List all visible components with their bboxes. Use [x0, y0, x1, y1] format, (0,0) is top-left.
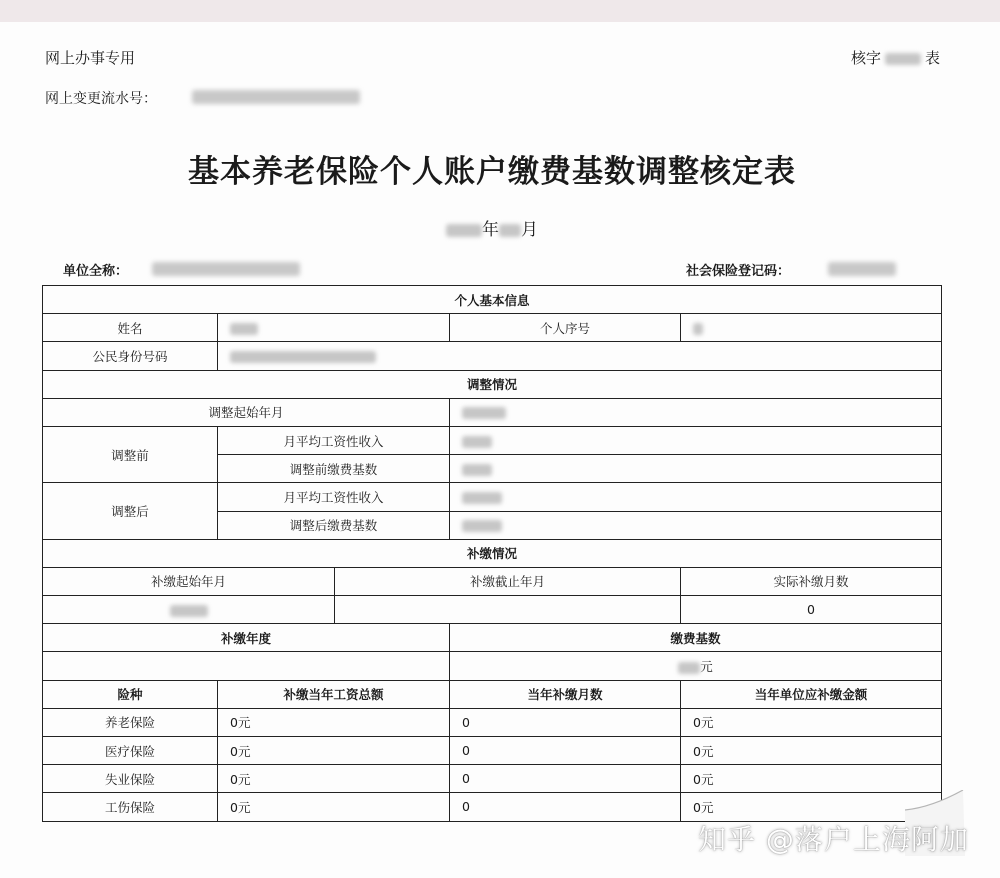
- approval-code-redacted: [885, 53, 921, 65]
- name-value: [218, 314, 450, 342]
- back-months-value: 0: [681, 596, 942, 624]
- back-months-label: 实际补缴月数: [681, 567, 942, 595]
- before-base-label: 调整前缴费基数: [218, 455, 450, 483]
- page-title: 基本养老保险个人账户缴费基数调整核定表: [188, 154, 796, 190]
- after-base-value: [450, 511, 942, 539]
- months: 0: [450, 737, 681, 765]
- table-row: [43, 314, 942, 342]
- id-label: 公民身份号码: [43, 342, 218, 370]
- adjustment-form-table: [42, 285, 942, 822]
- table-row: [43, 652, 942, 680]
- online-use-label: 网上办事专用: [45, 49, 136, 67]
- serial-number-label: 网上变更流水号：: [45, 91, 157, 107]
- insurance-type: 养老保险: [43, 708, 218, 736]
- amount: 0元: [681, 765, 942, 793]
- after-base-label: 调整后缴费基数: [218, 511, 450, 539]
- section-row: [43, 539, 942, 567]
- after-base-redacted: [462, 520, 502, 532]
- before-income-label: 月平均工资性收入: [218, 426, 450, 454]
- months: 0: [450, 708, 681, 736]
- section-row: [43, 286, 942, 314]
- section-row: [43, 370, 942, 398]
- after-income-redacted: [462, 492, 502, 504]
- seq-redacted: [693, 323, 703, 335]
- table-row: [43, 398, 942, 426]
- back-base-redacted: [678, 662, 700, 674]
- back-start-value: [43, 596, 335, 624]
- month-suffix: 月: [521, 220, 538, 240]
- insurance-type: 工伤保险: [43, 793, 218, 821]
- wage-total: 0元: [218, 765, 450, 793]
- table-row: [43, 596, 942, 624]
- date-line: [446, 215, 538, 240]
- table-row: [43, 567, 942, 595]
- col-header-amount: 当年单位应补缴金额: [681, 680, 942, 708]
- back-base-unit: 元: [700, 659, 713, 675]
- table-row: [43, 765, 942, 793]
- col-header-wage-total: 补缴当年工资总额: [218, 680, 450, 708]
- approval-suffix: 表: [924, 49, 940, 67]
- approval-code: [851, 47, 940, 68]
- table-row: [43, 426, 942, 454]
- before-label: 调整前: [43, 426, 218, 482]
- table-row: [43, 342, 942, 370]
- insurance-type: 医疗保险: [43, 737, 218, 765]
- document-sheet: [0, 22, 1000, 878]
- after-income-label: 月平均工资性收入: [218, 483, 450, 511]
- year-suffix: 年: [482, 220, 499, 240]
- wage-total: 0元: [218, 737, 450, 765]
- unit-name-label: 单位全称：: [63, 264, 129, 279]
- section-adjustment: 调整情况: [43, 370, 942, 398]
- adjust-start-value: [450, 398, 942, 426]
- back-year-value: [43, 652, 450, 680]
- before-base-redacted: [462, 464, 492, 476]
- adjust-start-label: 调整起始年月: [43, 398, 450, 426]
- registration-code-redacted: [828, 262, 896, 276]
- insurance-type: 失业保险: [43, 765, 218, 793]
- name-redacted: [230, 323, 258, 335]
- back-base-label: 缴费基数: [450, 624, 942, 652]
- after-income-value: [450, 483, 942, 511]
- amount: 0元: [681, 793, 942, 821]
- col-header-months: 当年补缴月数: [450, 680, 681, 708]
- year-redacted: [446, 224, 482, 237]
- back-start-redacted: [170, 605, 208, 617]
- amount: 0元: [681, 737, 942, 765]
- table-row: [43, 793, 942, 821]
- table-row: [43, 624, 942, 652]
- unit-name-redacted: [152, 262, 300, 276]
- seq-label: 个人序号: [450, 314, 681, 342]
- adjust-start-redacted: [462, 407, 506, 419]
- back-end-value: [335, 596, 681, 624]
- id-value: [218, 342, 942, 370]
- serial-number-redacted: [192, 90, 360, 104]
- before-income-value: [450, 426, 942, 454]
- table-row: [43, 483, 942, 511]
- wage-total: 0元: [218, 793, 450, 821]
- amount: 0元: [681, 708, 942, 736]
- back-base-value: [450, 652, 942, 680]
- table-row: [43, 737, 942, 765]
- table-header-row: [43, 680, 942, 708]
- col-header-type: 险种: [43, 680, 218, 708]
- watermark: 知乎 @落户上海阿加: [698, 823, 969, 856]
- after-label: 调整后: [43, 483, 218, 539]
- registration-code-label: 社会保险登记码：: [686, 264, 791, 279]
- section-basic-info: 个人基本信息: [43, 286, 942, 314]
- section-back-payment: 补缴情况: [43, 539, 942, 567]
- months: 0: [450, 793, 681, 821]
- approval-prefix: 核字: [850, 49, 881, 67]
- id-redacted: [230, 351, 376, 363]
- table-row: [43, 708, 942, 736]
- before-base-value: [450, 455, 942, 483]
- back-year-label: 补缴年度: [43, 624, 450, 652]
- back-start-label: 补缴起始年月: [43, 567, 335, 595]
- wage-total: 0元: [218, 708, 450, 736]
- name-label: 姓名: [43, 314, 218, 342]
- month-redacted: [499, 224, 521, 237]
- back-end-label: 补缴截止年月: [335, 567, 681, 595]
- months: 0: [450, 765, 681, 793]
- seq-value: [681, 314, 942, 342]
- before-income-redacted: [462, 436, 492, 448]
